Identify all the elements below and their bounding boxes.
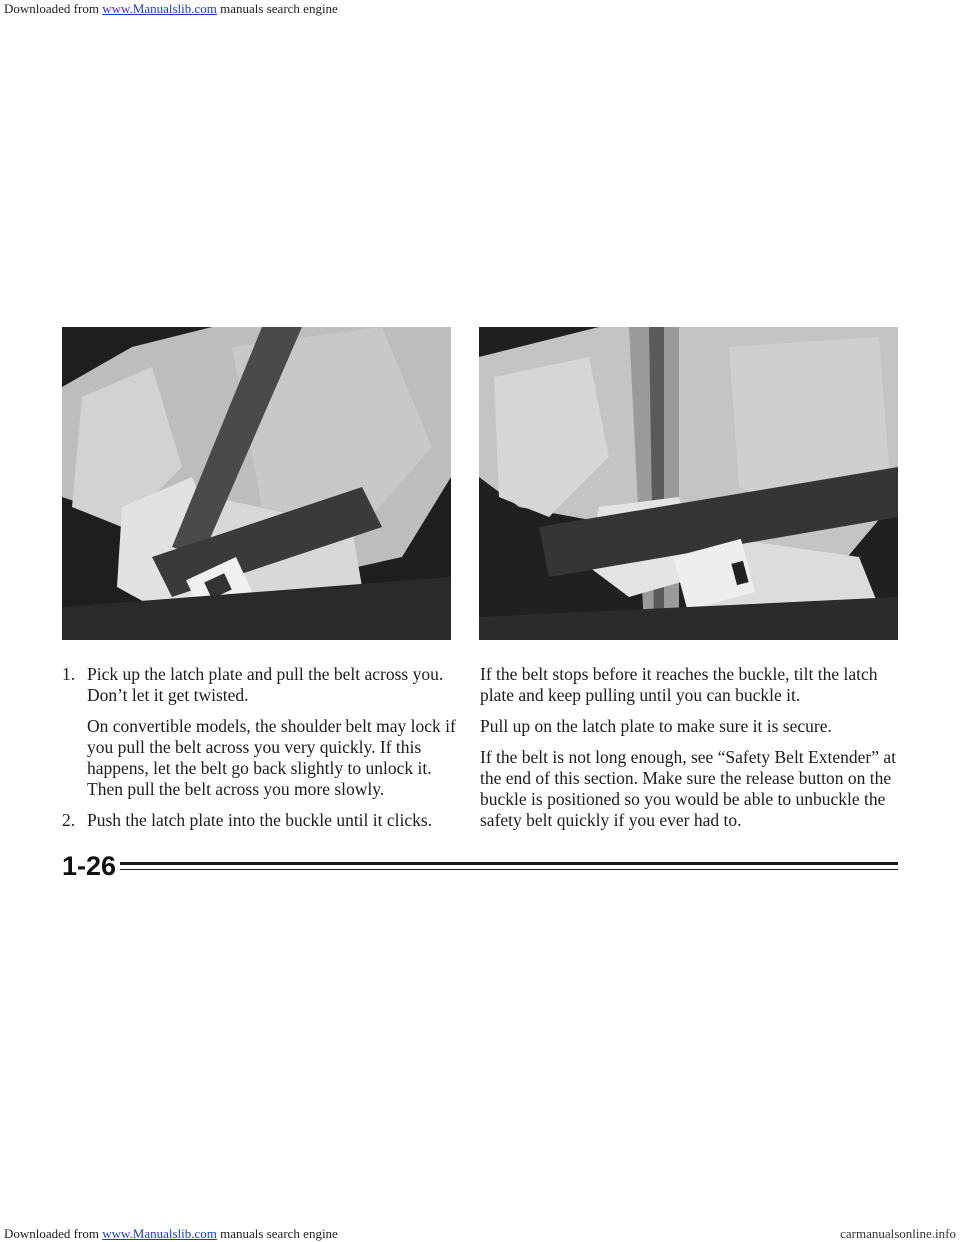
- download-header: [0, 0, 960, 24]
- step-1-convertible-note: On convertible models, the shoulder belt may lock if you pull the belt across you very quickly. If this happens, let the belt go back slightly to unlock it. Then pull the belt across you more slowly.: [87, 716, 456, 799]
- footer-manualslib-link[interactable]: www.Manualslib.com: [102, 1226, 217, 1241]
- right-paragraph-3: If the belt is not long enough, see “Safety Belt Extender” at the end of this section. Make sure the release button on the buckle is positioned so you would be able to unbuckle the safety belt quickly if you ever had to.: [480, 747, 896, 830]
- download-footer: [0, 1226, 960, 1242]
- left-column: [62, 664, 462, 841]
- header-suffix: manuals search engine: [216, 1, 338, 16]
- page-number: 1-26: [62, 851, 117, 881]
- watermark-text: carmanualsonline.info: [840, 1226, 956, 1241]
- footer-suffix: manuals search engine: [216, 1226, 338, 1241]
- right-paragraph-2: Pull up on the latch plate to make sure it is secure.: [480, 716, 832, 736]
- illustration-buckle-belt: [479, 327, 898, 640]
- step-2-text: Push the latch plate into the buckle until it clicks.: [87, 810, 433, 830]
- right-paragraph-1: If the belt stops before it reaches the buckle, tilt the latch plate and keep pulling until you can buckle it.: [480, 664, 878, 705]
- header-prefix: Downloaded from: [4, 1, 103, 16]
- step-1-text: Pick up the latch plate and pull the belt across you. Don’t let it get twisted.: [87, 664, 444, 705]
- footer-rule-thick: [120, 862, 898, 865]
- step-2: [62, 810, 462, 831]
- manualslib-link[interactable]: www.Manualslib.com: [102, 1, 217, 16]
- step-1: [62, 664, 462, 800]
- step-2-number: 2.: [62, 810, 76, 830]
- step-1-number: 1.: [62, 664, 76, 684]
- footer-rule-thin: [120, 869, 898, 870]
- illustration-pull-belt: [62, 327, 451, 640]
- footer-prefix: Downloaded from: [4, 1226, 103, 1241]
- right-column: [480, 664, 900, 841]
